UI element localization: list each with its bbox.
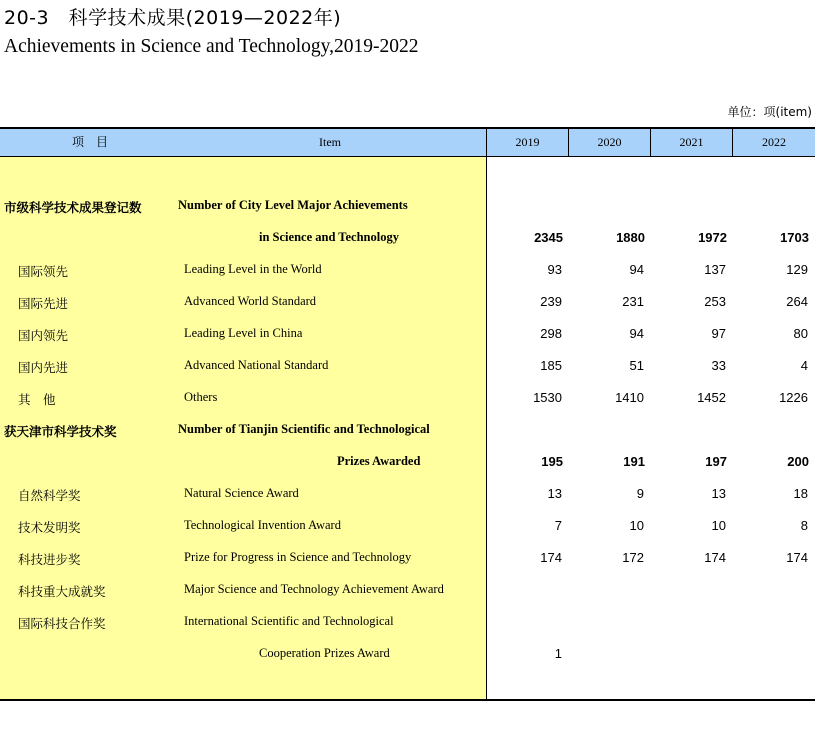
row-prizes-label-en-2: Prizes Awarded bbox=[337, 454, 421, 468]
table-cell: 97 bbox=[711, 326, 726, 341]
table-cell: 231 bbox=[622, 294, 644, 309]
table-cell: 1226 bbox=[779, 390, 808, 405]
row-prizes-label-en: Number of Tianjin Scientific and Technological bbox=[178, 422, 430, 436]
table-cell: 1410 bbox=[615, 390, 644, 405]
table-cell: 18 bbox=[793, 486, 808, 501]
row-world-adv-cn: 国际先进 bbox=[18, 296, 69, 311]
row-china-lead-en: Leading Level in China bbox=[184, 326, 303, 340]
row-natural-en: Natural Science Award bbox=[184, 486, 299, 500]
row-city-label-en-2: in Science and Technology bbox=[259, 230, 399, 244]
table-cell: 1 bbox=[554, 646, 562, 661]
table-cell: 264 bbox=[786, 294, 808, 309]
table-cell: 129 bbox=[786, 262, 808, 277]
table-cell: 185 bbox=[540, 358, 562, 373]
table-cell: 7 bbox=[554, 518, 562, 533]
row-china-lead-cn: 国内领先 bbox=[18, 328, 69, 343]
table-cell: 13 bbox=[711, 486, 726, 501]
table-cell: 174 bbox=[786, 550, 808, 565]
table-cell: 174 bbox=[540, 550, 562, 565]
table-cell: 195 bbox=[541, 454, 563, 469]
table-cell: 174 bbox=[704, 550, 726, 565]
table-cell: 1972 bbox=[698, 230, 727, 245]
table-cell: 2345 bbox=[534, 230, 563, 245]
row-intl-en: International Scientific and Technological bbox=[184, 614, 394, 628]
row-intl-cn: 国际科技合作奖 bbox=[18, 616, 106, 631]
table-cell: 1530 bbox=[533, 390, 562, 405]
row-progress-en: Prize for Progress in Science and Technology bbox=[184, 550, 412, 564]
table-cell: 80 bbox=[793, 326, 808, 341]
page-title-cn: 20-3 科学技术成果(2019—2022年) bbox=[4, 7, 342, 29]
header-item-cn: 项 目 bbox=[71, 135, 108, 149]
table-cell: 1703 bbox=[780, 230, 809, 245]
table-cell: 4 bbox=[800, 358, 808, 373]
table-cell: 253 bbox=[704, 294, 726, 309]
row-invention-cn: 技术发明奖 bbox=[18, 520, 81, 535]
table-cell: 239 bbox=[540, 294, 562, 309]
header-year-2021: 2021 bbox=[679, 135, 704, 149]
row-world-adv-en: Advanced World Standard bbox=[184, 294, 317, 308]
row-major-cn: 科技重大成就奖 bbox=[18, 584, 106, 599]
body-column-divider bbox=[486, 157, 487, 700]
table-cell: 51 bbox=[629, 358, 644, 373]
table-cell: 33 bbox=[711, 358, 726, 373]
row-prizes-label-cn: 获天津市科学技术奖 bbox=[4, 424, 117, 439]
table-cell: 298 bbox=[540, 326, 562, 341]
header-year-2019: 2019 bbox=[515, 135, 540, 149]
row-world-lead-cn: 国际领先 bbox=[18, 264, 69, 279]
table-cell: 10 bbox=[629, 518, 644, 533]
table-cell: 197 bbox=[705, 454, 727, 469]
row-invention-en: Technological Invention Award bbox=[184, 518, 341, 532]
table-cell: 94 bbox=[629, 262, 644, 277]
row-city-label-en: Number of City Level Major Achievements bbox=[178, 198, 408, 212]
row-natural-cn: 自然科学奖 bbox=[18, 488, 81, 503]
header-year-2020: 2020 bbox=[597, 135, 622, 149]
row-world-lead-en: Leading Level in the World bbox=[184, 262, 322, 276]
table-cell: 191 bbox=[623, 454, 645, 469]
row-nat-adv-en: Advanced National Standard bbox=[184, 358, 329, 372]
row-progress-cn: 科技进步奖 bbox=[18, 552, 81, 567]
table-cell: 8 bbox=[800, 518, 808, 533]
table-bottom-border bbox=[0, 699, 815, 701]
row-others-cn: 其 他 bbox=[18, 392, 56, 407]
table-cell: 93 bbox=[547, 262, 562, 277]
row-nat-adv-cn: 国内先进 bbox=[18, 360, 69, 375]
table-cell: 1880 bbox=[616, 230, 645, 245]
header-year-2022: 2022 bbox=[762, 135, 786, 149]
row-others-en: Others bbox=[184, 390, 218, 404]
table-cell: 172 bbox=[622, 550, 644, 565]
page-title-en: Achievements in Science and Technology,2019-2022 bbox=[4, 36, 419, 57]
table-cell: 94 bbox=[629, 326, 644, 341]
table-cell: 9 bbox=[636, 486, 644, 501]
header-item-en: Item bbox=[319, 135, 341, 149]
unit-label: 单位：项(item) bbox=[727, 105, 812, 119]
row-intl-en-2: Cooperation Prizes Award bbox=[259, 646, 390, 660]
table-cell: 137 bbox=[704, 262, 726, 277]
table-cell: 1452 bbox=[697, 390, 726, 405]
row-city-label-cn: 市级科学技术成果登记数 bbox=[4, 200, 142, 215]
table-cell: 10 bbox=[711, 518, 726, 533]
table-cell: 200 bbox=[787, 454, 809, 469]
table-cell: 13 bbox=[547, 486, 562, 501]
row-major-en: Major Science and Technology Achievement Award bbox=[184, 582, 444, 596]
